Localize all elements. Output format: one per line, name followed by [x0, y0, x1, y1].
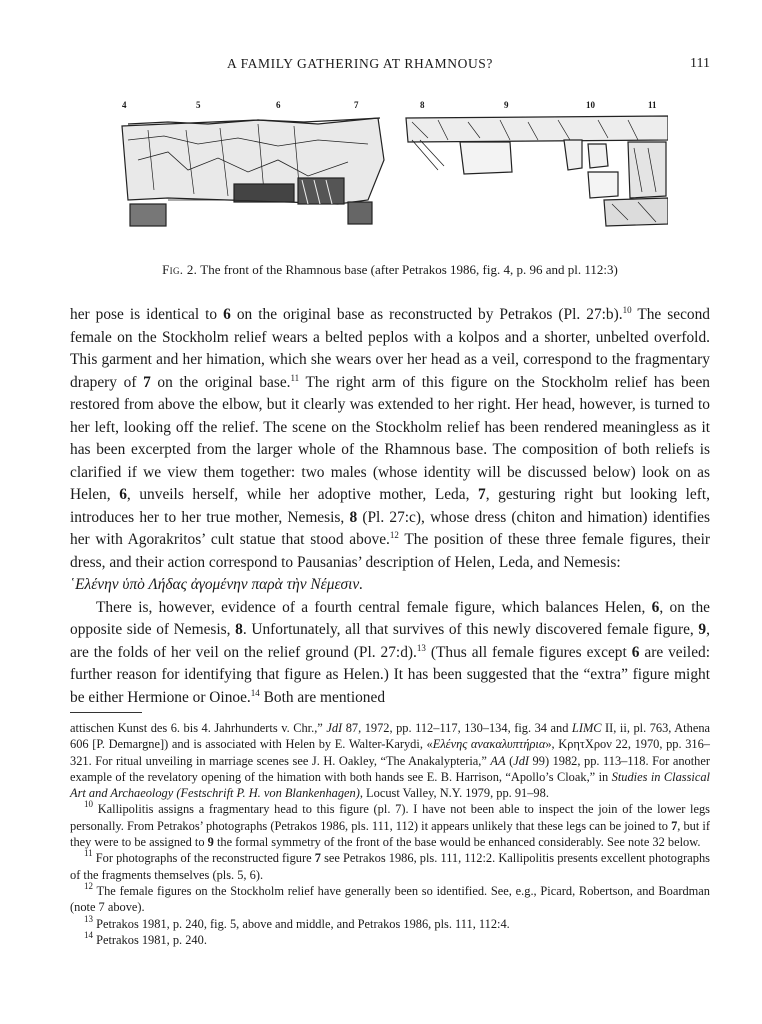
text-run: 99) 1982, pp. 113–118. For another example of the revelatory opening of the himation with both hands see E. B. Harrison, “Apollo’s Cloak,” in	[70, 753, 710, 784]
body-paragraph	[70, 304, 710, 597]
footnote-rule	[70, 712, 142, 713]
footnote-ref: 12	[389, 530, 399, 540]
text-run: on the original base as reconstructed by Petrakos (Pl. 27:b).	[230, 306, 623, 323]
text-run: (Pl. 27:c), whose dress (chiton and himation) identifies her with Agorakritos’ cult statue that stood above.	[70, 508, 710, 548]
text-run: Both are mentioned	[259, 688, 386, 706]
text-run: (Thus all female figures except	[425, 643, 632, 661]
page-number: 111	[690, 56, 710, 71]
footnote-number: 10	[84, 799, 93, 810]
footnote-10	[70, 801, 710, 850]
footnote-11	[70, 850, 710, 883]
text-run: , unveils herself, while her adoptive mother, Leda,	[126, 486, 479, 503]
figure-label-10: 10	[586, 100, 595, 110]
greek-quotation: ῾Ελένην ὑπὸ Λήδας ἀγομένην παρὰ τὴν Νέμεσιν.	[70, 576, 364, 593]
text-run: The female figures on the Stockholm relief have generally been so identified. See, e.g., Picard, Robertson, and Boardman (note 7 above).	[70, 883, 710, 915]
figure-caption-label: Fig. 2.	[162, 262, 198, 277]
figure-caption	[70, 262, 710, 278]
text-run: (	[505, 753, 514, 768]
footnote-12	[70, 880, 710, 916]
text-run: , on the opposite side of Nemesis,	[70, 598, 710, 638]
text-run: ΚρητΧρον	[558, 737, 612, 752]
text-run: her pose is identical to	[70, 306, 224, 323]
text-run: 22, 1970, pp. 316–321. For ritual unveiling in marriage scenes see J. H. Oakley, “The Anakalypteria,”	[70, 737, 711, 768]
figure-ref: 9	[698, 621, 707, 638]
text-run: Petrakos 1981, p. 240, fig. 5, above and middle, and Petrakos 1986, pls. 111, 112:4.	[93, 916, 510, 931]
text-run: JdI	[326, 721, 343, 735]
text-run: 87, 1972, pp. 112–117, 130–134, fig. 34 and	[342, 721, 572, 735]
figure-label-6: 6	[276, 100, 281, 110]
text-run: , are the folds of her veil on the relief ground (Pl. 27:d).	[70, 621, 710, 661]
text-run: . Unfortunately, all that survives of this newly discovered female figure,	[242, 621, 699, 638]
figure-rhamnous-base	[108, 100, 668, 240]
text-run: There is, however, evidence of a fourth central female figure, which balances Helen,	[96, 598, 652, 616]
text-run: Petrakos 1981, p. 240.	[93, 932, 207, 947]
running-title: A FAMILY GATHERING AT RHAMNOUS?	[226, 56, 493, 71]
footnote-continuation	[70, 720, 710, 801]
figure-label-4: 4	[122, 100, 127, 110]
text-run: the formal symmetry of the front of the base would be enhanced considerably. See note 32 below.	[213, 835, 701, 850]
text-run: , gesturing right but looking left, introduces her to her true mother, Nemesis,	[70, 486, 710, 526]
text-run: »,	[545, 737, 559, 752]
footnote-ref: 10	[622, 305, 632, 315]
text-run: II, ii, pl. 763, Athena 606 [P. Demargne]) and is associated with Helen by E. Walter-Karydi, «	[70, 721, 711, 752]
figure-label-5: 5	[196, 100, 201, 110]
relief-drawing	[108, 100, 668, 240]
figure-ref: 7	[314, 851, 321, 866]
footnote-ref: 11	[290, 372, 300, 383]
figure-ref: 8	[349, 508, 358, 526]
figure-ref: 6	[223, 306, 231, 323]
footnote-14	[70, 929, 710, 948]
figure-ref: 9	[207, 835, 214, 850]
text-run: attischen Kunst des 6. bis 4. Jahrhunderts v. Chr.,”	[70, 721, 327, 735]
figure-ref: 8	[235, 621, 243, 638]
main-text	[70, 304, 710, 709]
text-run: JdI	[513, 753, 530, 768]
text-run: see Petrakos 1986, pls. 111, 112:2. Kallipolitis presents excellent photographs of the fragments themselves (pls. 5, 6).	[70, 851, 711, 882]
text-run: on the original base.	[150, 373, 291, 391]
figure-caption-text: The front of the Rhamnous base (after Petrakos 1986, fig. 4, p. 96 and pl. 112:3)	[197, 262, 618, 277]
footnote-ref: 13	[416, 642, 426, 653]
text-run: The right arm of this figure on the Stockholm relief has been restored from above the elbow, but it clearly was extended to her right. Her head, however, is turned to her left, looking off the relief. The scene on the Stockholm relief has been rendered meaningless as it has been excerpted from the larger whole of the Rhamnous base. The composition of both reliefs is clarified if we view them together: two males (whose identity will be discussed below) look on as Helen,	[70, 373, 711, 503]
text-run: For photographs of the reconstructed figure	[92, 851, 315, 866]
text-run: are veiled: further reason for identifying that figure as Helen.) It has been suggested that the “extra” figure might be either Hermione or Oinoe.	[70, 643, 710, 706]
body-paragraph	[70, 597, 710, 710]
relief-left-section	[122, 118, 384, 226]
text-run: , Locust Valley, N.Y. 1979, pp. 91–98.	[359, 786, 549, 801]
footnotes	[70, 720, 710, 948]
figure-label-8: 8	[420, 100, 425, 110]
figure-label-11: 11	[648, 100, 657, 110]
text-run: The position of these three female figures, their dress, and their action correspond to Pausanias’ description of Helen, Leda, and Nemesis:	[70, 531, 710, 571]
footnote-number: 12	[84, 880, 93, 891]
figure-ref: 6	[631, 643, 640, 661]
relief-right-section	[406, 116, 668, 226]
text-run: , but if they were to be assigned to	[70, 818, 710, 850]
figure-ref: 6	[119, 486, 127, 503]
figure-ref: 7	[478, 486, 486, 503]
footnote-ref: 14	[250, 687, 260, 698]
figure-label-9: 9	[504, 100, 509, 110]
footnote-number: 13	[84, 913, 93, 924]
text-run: Kallipolitis assigns a fragmentary head to this figure (pl. 7). I have not been able to inspect the join of the lower legs personally. From Petrakos’ photographs (Petrakos 1986, pls. 111, 112) it appears unlikely that these legs can be joined to	[70, 802, 710, 833]
figure-ref: 7	[671, 818, 678, 833]
text-run: LIMC	[571, 721, 602, 735]
footnote-number: 11	[84, 848, 93, 859]
figure-ref: 7	[143, 373, 151, 391]
footnote-number: 14	[84, 929, 93, 940]
footnote-13	[70, 913, 710, 932]
text-run: Studies in Classical Art and Archaeology (Festschrift P. H. von Blankenhagen)	[70, 769, 710, 801]
text-run: The second female on the Stockholm relief wears a belted peplos with a kolpos and a shorter, unbelted overfold. This garment and her himation, which she wears over her head as a veil, correspond to the fragmentary drapery of	[70, 306, 710, 391]
text-run: Ελένης ανακαλυπτήρια	[432, 737, 546, 752]
figure-ref: 6	[651, 598, 660, 616]
figure-label-7: 7	[354, 100, 359, 110]
running-header	[70, 56, 710, 76]
text-run: AA	[490, 753, 506, 768]
